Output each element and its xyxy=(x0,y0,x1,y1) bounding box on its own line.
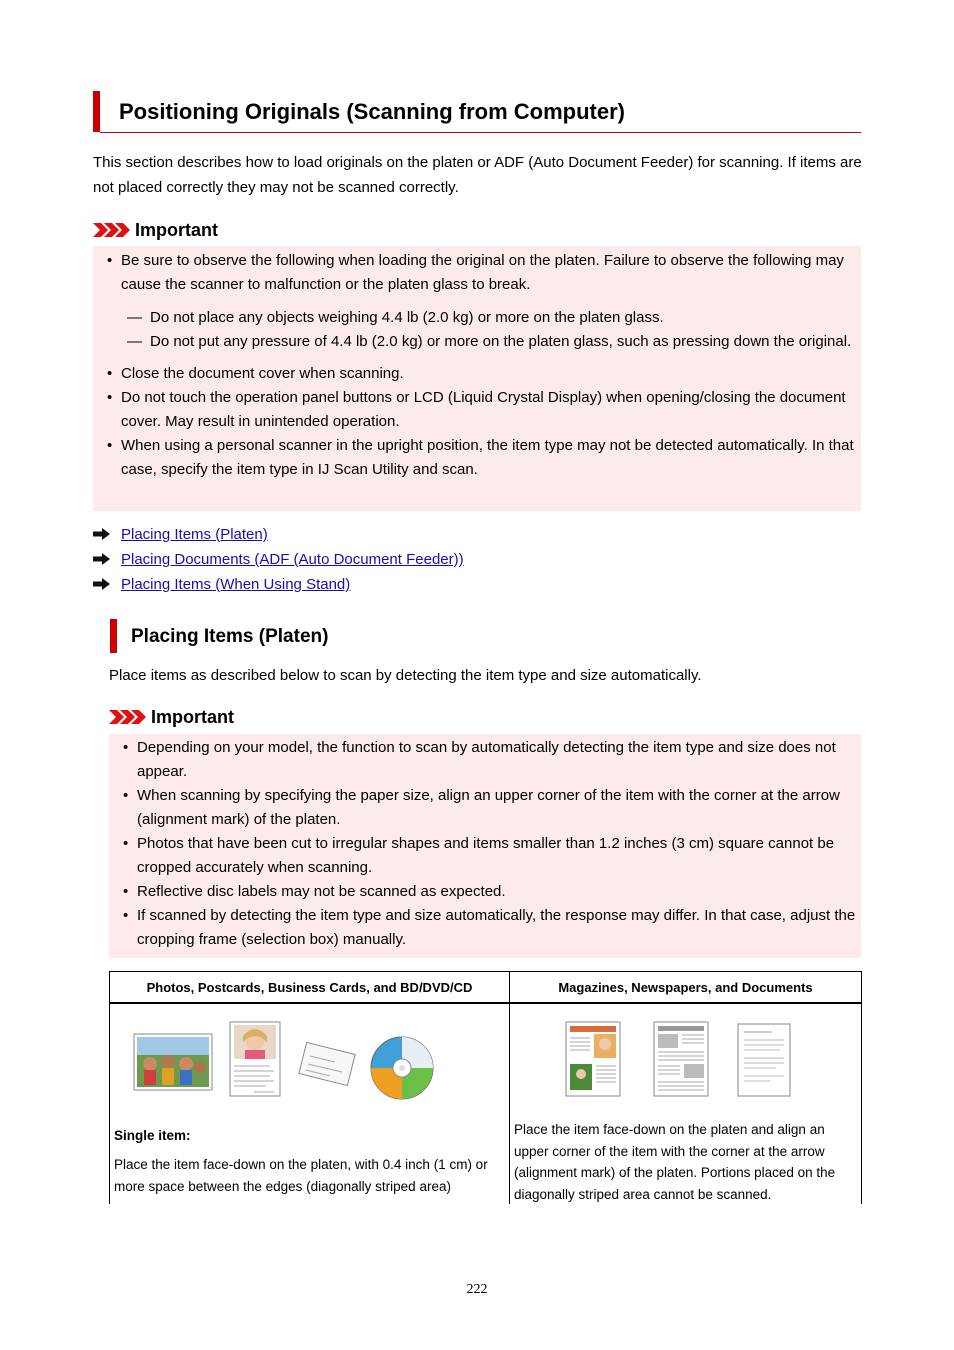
document-page xyxy=(738,1024,790,1096)
business-card xyxy=(299,1042,355,1085)
section-accent-bar xyxy=(110,619,117,653)
important-bullet: • When scanning by specifying the paper size, align an upper corner of the item with the corner at the arrow (alignment mark) of the platen. xyxy=(123,787,840,828)
portrait-postcard xyxy=(230,1022,280,1096)
important-arrows-icon xyxy=(93,221,131,243)
important-heading xyxy=(109,706,234,730)
important-sub-item: — Do not put any pressure of 4.4 lb (2.0 kg) or more on the platen glass, such as pressing down the original. xyxy=(127,333,852,350)
important-box xyxy=(93,246,861,511)
intro-paragraph: This section describes how to load originals on the platen or ADF (Auto Document Feeder) for scanning. If items are not placed correctly they may not be scanned correctly. xyxy=(93,154,862,196)
table-header-documents: Magazines, Newspapers, and Documents xyxy=(510,972,862,1004)
right-arrow-icon xyxy=(93,524,121,548)
important-bullet: • Close the document cover when scanning. xyxy=(107,365,404,382)
disc-icon xyxy=(371,1037,433,1099)
important-bullet: • Do not touch the operation panel buttons or LCD (Liquid Crystal Display) when opening/closing the document cover. May result in unintended operation. xyxy=(107,389,846,430)
important-bullet: • If scanned by detecting the item type and size automatically, the response may differ. In that case, adjust the cropping frame (selection box) manually. xyxy=(123,907,856,948)
link-placing-items-platen[interactable]: Placing Items (Platen) xyxy=(121,526,268,543)
important-box xyxy=(109,734,861,958)
link-item xyxy=(93,523,464,548)
important-label: Important xyxy=(135,220,218,240)
table-header-photos: Photos, Postcards, Business Cards, and BD/DVD/CD xyxy=(110,972,510,1004)
link-item xyxy=(93,548,464,573)
section-intro: Place items as described below to scan by detecting the item type and size automatically. xyxy=(109,667,702,684)
link-placing-items-stand[interactable]: Placing Items (When Using Stand) xyxy=(121,576,351,593)
link-item xyxy=(93,573,464,598)
documents-instruction: Place the item face-down on the platen and align an upper corner of the item with the corner at the arrow (alignment mark) of the platen. Portions placed on the diagonally striped area cannot be scanned. xyxy=(514,1122,836,1202)
link-placing-documents-adf[interactable]: Placing Documents (ADF (Auto Document Feeder)) xyxy=(121,551,464,568)
document-items-illustration xyxy=(562,1020,802,1100)
photos-instruction: Place the item face-down on the platen, with 0.4 inch (1 cm) or more space between the edges (diagonally striped area) xyxy=(114,1157,488,1194)
photo-thumbnail xyxy=(134,1034,212,1090)
page-title: Positioning Originals (Scanning from Computer) xyxy=(119,99,626,124)
photo-items-illustration xyxy=(130,1020,460,1100)
important-bullet: • Photos that have been cut to irregular shapes and items smaller than 1.2 inches (3 cm) square cannot be cropped accurately when scanning. xyxy=(123,835,835,876)
important-bullet: • Depending on your model, the function to scan by automatically detecting the item type and size does not appear. xyxy=(123,739,836,780)
section-heading: Placing Items (Platen) xyxy=(131,626,329,647)
important-bullet: • When using a personal scanner in the upright position, the item type may not be detected automatically. In that case, specify the item type in IJ Scan Utility and scan. xyxy=(107,437,854,478)
newspaper-page xyxy=(654,1022,708,1096)
important-bullet: • Reflective disc labels may not be scanned as expected. xyxy=(123,883,506,900)
important-sub-item: — Do not place any objects weighing 4.4 lb (2.0 kg) or more on the platen glass. xyxy=(127,309,664,326)
item-type-table xyxy=(109,971,862,1204)
right-arrow-icon xyxy=(93,574,121,598)
table-cell-documents xyxy=(510,1003,862,1204)
important-heading xyxy=(93,219,218,243)
heading-accent-bar xyxy=(93,91,100,132)
heading-underline xyxy=(100,132,861,133)
table-cell-photos xyxy=(110,1003,510,1204)
important-label: Important xyxy=(151,707,234,727)
right-arrow-icon xyxy=(93,549,121,573)
important-bullet: • Be sure to observe the following when loading the original on the platen. Failure to observe the following may cause the scanner to malfunction or the platen glass to break. xyxy=(107,252,844,293)
single-item-label: Single item: xyxy=(114,1128,191,1143)
link-list xyxy=(93,523,464,598)
page-number: 222 xyxy=(466,1282,488,1297)
important-arrows-icon xyxy=(109,708,147,730)
magazine-page xyxy=(566,1022,620,1096)
